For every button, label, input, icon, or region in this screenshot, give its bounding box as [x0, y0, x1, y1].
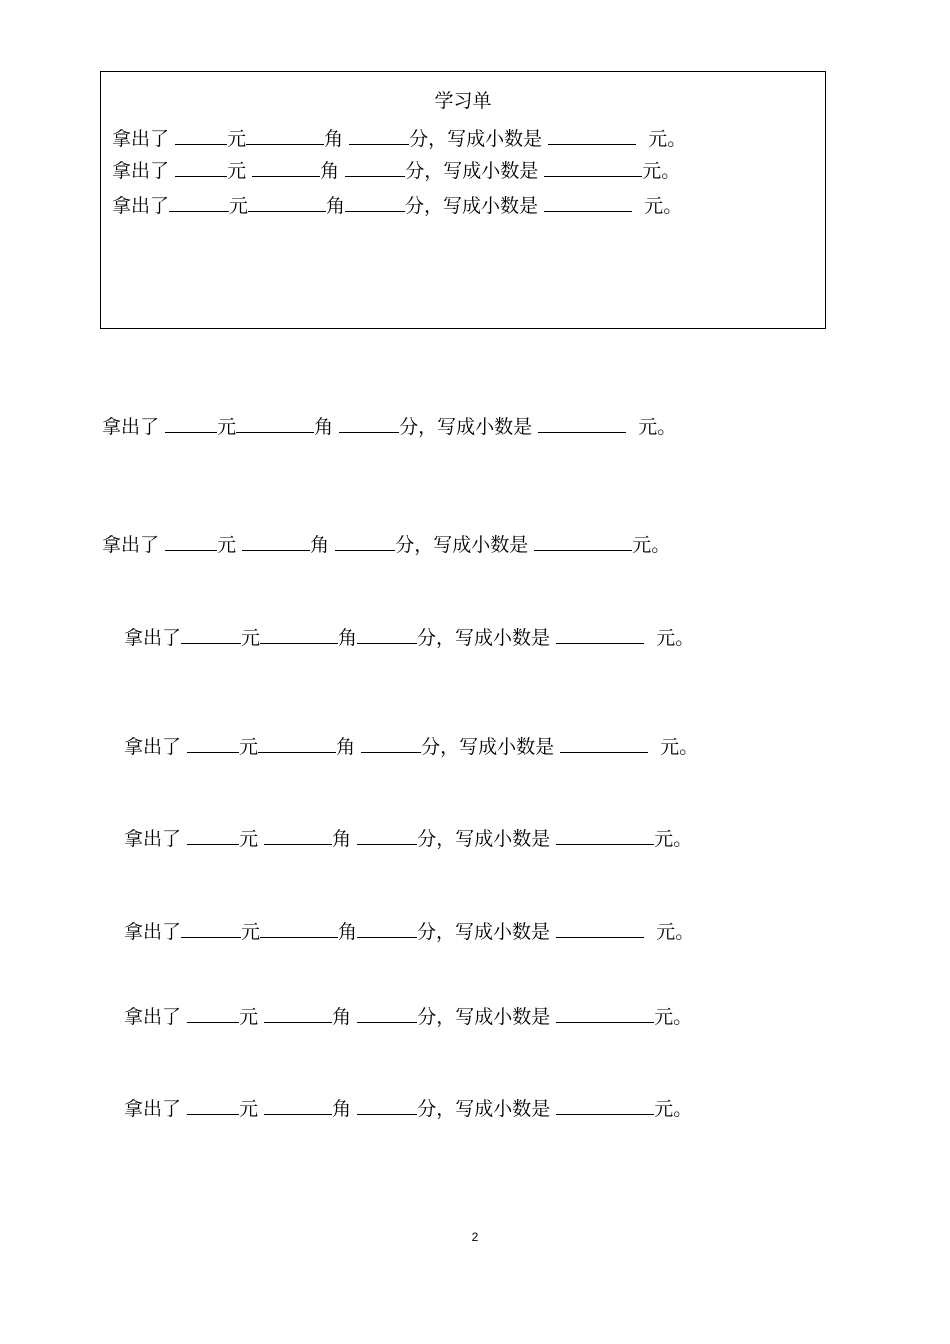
decimal-blank[interactable]	[538, 414, 626, 433]
sentence-prefix: 拿出了	[112, 160, 170, 182]
fen-blank[interactable]	[335, 532, 395, 551]
yuan-label: 元	[217, 416, 237, 438]
fen-blank[interactable]	[357, 1096, 417, 1115]
yuan-label: 元	[239, 1006, 259, 1028]
fen-label: 分，写成小数是	[421, 736, 555, 758]
yuan-end-label: 元。	[660, 736, 699, 758]
jiao-blank[interactable]	[264, 1004, 332, 1023]
decimal-blank[interactable]	[556, 1004, 654, 1023]
jiao-label: 角	[336, 736, 356, 758]
fen-label: 分，写成小数是	[417, 828, 551, 850]
yuan-end-label: 元。	[654, 1006, 693, 1028]
fen-blank[interactable]	[345, 193, 405, 212]
yuan-end-label: 元。	[632, 534, 671, 556]
jiao-blank[interactable]	[260, 625, 338, 644]
yuan-blank[interactable]	[169, 193, 229, 212]
yuan-end-label: 元。	[656, 921, 695, 943]
yuan-end-label: 元。	[638, 416, 677, 438]
fen-blank[interactable]	[357, 919, 417, 938]
sentence-prefix: 拿出了	[112, 195, 170, 217]
yuan-label: 元	[239, 1098, 259, 1120]
sentence-5	[124, 826, 692, 852]
sentence-prefix: 拿出了	[102, 416, 160, 438]
sentence-1	[102, 414, 676, 440]
jiao-label: 角	[310, 534, 330, 556]
fen-label: 分，写成小数是	[417, 1006, 551, 1028]
box-sentence-1	[112, 126, 686, 152]
decimal-blank[interactable]	[534, 532, 632, 551]
yuan-label: 元	[239, 736, 259, 758]
sentence-6	[124, 919, 694, 945]
jiao-blank[interactable]	[252, 158, 320, 177]
yuan-end-label: 元。	[644, 195, 683, 217]
sentence-prefix: 拿出了	[124, 736, 182, 758]
yuan-label: 元	[239, 828, 259, 850]
yuan-label: 元	[241, 921, 261, 943]
sentence-prefix: 拿出了	[124, 627, 182, 649]
sentence-prefix: 拿出了	[124, 828, 182, 850]
jiao-blank[interactable]	[246, 126, 324, 145]
fen-label: 分，写成小数是	[417, 1098, 551, 1120]
jiao-label: 角	[338, 627, 358, 649]
yuan-blank[interactable]	[175, 126, 227, 145]
sentence-8	[124, 1096, 692, 1122]
yuan-blank[interactable]	[187, 1004, 239, 1023]
yuan-label: 元	[217, 534, 237, 556]
jiao-label: 角	[324, 128, 344, 150]
yuan-end-label: 元。	[654, 828, 693, 850]
fen-label: 分，写成小数是	[417, 921, 551, 943]
jiao-label: 角	[320, 160, 340, 182]
fen-blank[interactable]	[339, 414, 399, 433]
yuan-blank[interactable]	[187, 734, 239, 753]
fen-label: 分，写成小数是	[417, 627, 551, 649]
jiao-blank[interactable]	[236, 414, 314, 433]
decimal-blank[interactable]	[560, 734, 648, 753]
fen-label: 分，写成小数是	[405, 160, 539, 182]
jiao-label: 角	[326, 195, 346, 217]
jiao-label: 角	[332, 828, 352, 850]
yuan-end-label: 元。	[642, 160, 681, 182]
yuan-blank[interactable]	[165, 414, 217, 433]
decimal-blank[interactable]	[556, 1096, 654, 1115]
decimal-blank[interactable]	[548, 126, 636, 145]
fen-blank[interactable]	[345, 158, 405, 177]
yuan-blank[interactable]	[181, 919, 241, 938]
jiao-blank[interactable]	[258, 734, 336, 753]
sentence-3	[124, 625, 694, 651]
yuan-blank[interactable]	[187, 826, 239, 845]
yuan-label: 元	[227, 160, 247, 182]
decimal-blank[interactable]	[556, 919, 644, 938]
worksheet-title: 学习单	[434, 90, 492, 112]
decimal-blank[interactable]	[556, 826, 654, 845]
sentence-prefix: 拿出了	[112, 128, 170, 150]
sentence-4	[124, 734, 698, 760]
yuan-blank[interactable]	[175, 158, 227, 177]
fen-blank[interactable]	[357, 625, 417, 644]
jiao-label: 角	[314, 416, 334, 438]
jiao-blank[interactable]	[260, 919, 338, 938]
fen-label: 分，写成小数是	[395, 534, 529, 556]
jiao-label: 角	[332, 1098, 352, 1120]
decimal-blank[interactable]	[544, 158, 642, 177]
yuan-blank[interactable]	[187, 1096, 239, 1115]
sentence-2	[102, 532, 670, 558]
sentence-7	[124, 1004, 692, 1030]
fen-blank[interactable]	[357, 826, 417, 845]
box-sentence-3	[112, 193, 682, 219]
jiao-label: 角	[332, 1006, 352, 1028]
yuan-blank[interactable]	[181, 625, 241, 644]
box-sentence-2	[112, 158, 680, 184]
sentence-prefix: 拿出了	[124, 1006, 182, 1028]
yuan-blank[interactable]	[165, 532, 217, 551]
page-number: 2	[471, 1230, 479, 1244]
jiao-blank[interactable]	[264, 826, 332, 845]
yuan-label: 元	[229, 195, 249, 217]
fen-blank[interactable]	[349, 126, 409, 145]
fen-blank[interactable]	[357, 1004, 417, 1023]
jiao-label: 角	[338, 921, 358, 943]
sentence-prefix: 拿出了	[124, 921, 182, 943]
fen-label: 分，写成小数是	[409, 128, 543, 150]
jiao-blank[interactable]	[248, 193, 326, 212]
sentence-prefix: 拿出了	[124, 1098, 182, 1120]
jiao-blank[interactable]	[242, 532, 310, 551]
yuan-label: 元	[241, 627, 261, 649]
fen-label: 分，写成小数是	[399, 416, 533, 438]
sentence-prefix: 拿出了	[102, 534, 160, 556]
yuan-end-label: 元。	[648, 128, 687, 150]
fen-label: 分，写成小数是	[405, 195, 539, 217]
decimal-blank[interactable]	[544, 193, 632, 212]
yuan-label: 元	[227, 128, 247, 150]
yuan-end-label: 元。	[656, 627, 695, 649]
fen-blank[interactable]	[361, 734, 421, 753]
jiao-blank[interactable]	[264, 1096, 332, 1115]
decimal-blank[interactable]	[556, 625, 644, 644]
yuan-end-label: 元。	[654, 1098, 693, 1120]
